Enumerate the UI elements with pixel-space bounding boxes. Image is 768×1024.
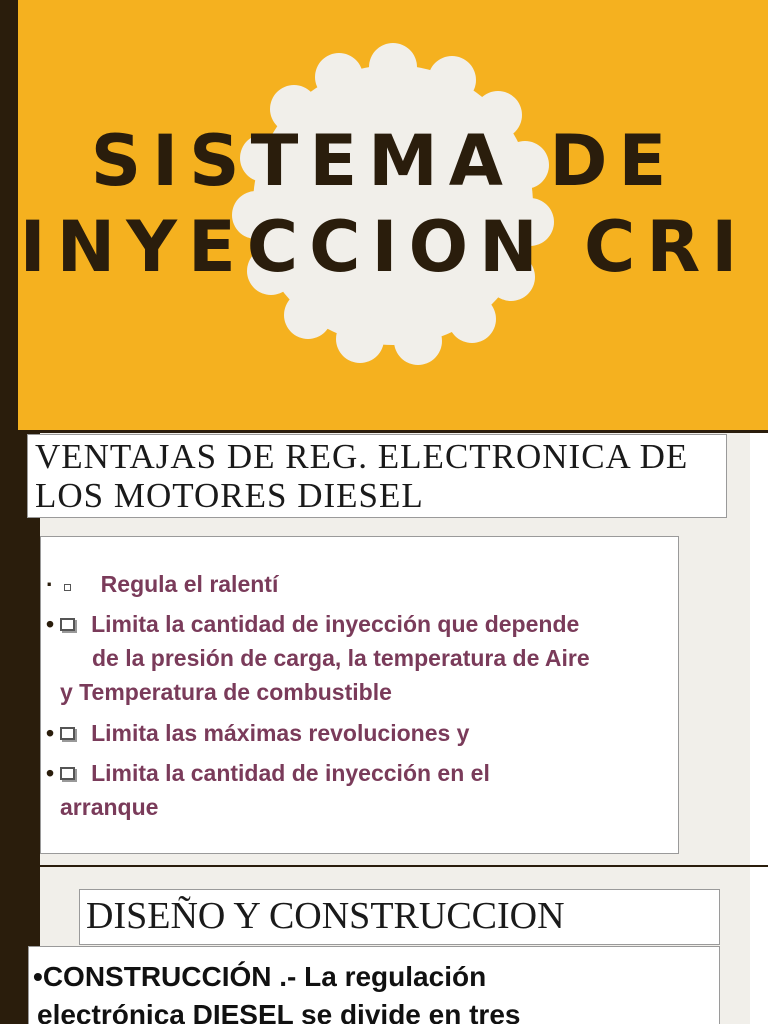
list-item [46, 716, 676, 750]
bullet-dot: • [46, 760, 55, 786]
bullet-dot: · [46, 571, 54, 597]
bullet-list-box [40, 536, 679, 854]
paragraph-line-2: electrónica DIESEL se divide en tres [37, 999, 521, 1024]
list-item [46, 756, 676, 824]
list-item-text-line-2: de la presión de carga, la temperatura de Aire [92, 645, 590, 671]
bullet-dot: • [46, 720, 55, 746]
list-item [46, 607, 676, 709]
slide-title: DISEÑO Y CONSTRUCCION [86, 895, 565, 937]
paragraph [33, 958, 673, 1024]
list-item-text-line-3: y Temperatura de combustible [60, 679, 392, 705]
presentation-title [0, 118, 768, 290]
slide-title-box [79, 889, 720, 945]
paragraph-box [28, 946, 720, 1024]
list-item-text-line-2: arranque [60, 794, 159, 820]
list-item-text: Limita las máximas revoluciones y [91, 720, 470, 746]
title-slide [0, 0, 768, 430]
bullet-dot: • [33, 961, 43, 992]
title-line-1: SISTEMA DE [90, 120, 678, 202]
bullet-dot: • [46, 611, 55, 637]
list-item-text-line-1: Limita la cantidad de inyección que depende [91, 611, 580, 637]
slide-title-box [27, 434, 727, 518]
checkbox-bullet-icon [60, 618, 75, 631]
list-item [46, 567, 676, 601]
right-margin-strip [750, 867, 768, 1024]
checkbox-bullet-icon [64, 584, 71, 591]
checkbox-bullet-icon [60, 767, 75, 780]
checkbox-bullet-icon [60, 727, 75, 740]
design-slide [0, 867, 768, 1024]
title-line-2: INYECCION CRI [19, 206, 749, 288]
paragraph-line-1: CONSTRUCCIÓN .- La regulación [42, 961, 487, 992]
right-margin-strip [750, 433, 768, 865]
advantages-slide [0, 433, 768, 865]
list-item-text: Regula el ralentí [100, 571, 279, 597]
list-item-text-line-1: Limita la cantidad de inyección en el [91, 760, 490, 786]
slide-title: VENTAJAS DE REG. ELECTRONICA DE LOS MOTORES DIESEL [35, 437, 689, 515]
